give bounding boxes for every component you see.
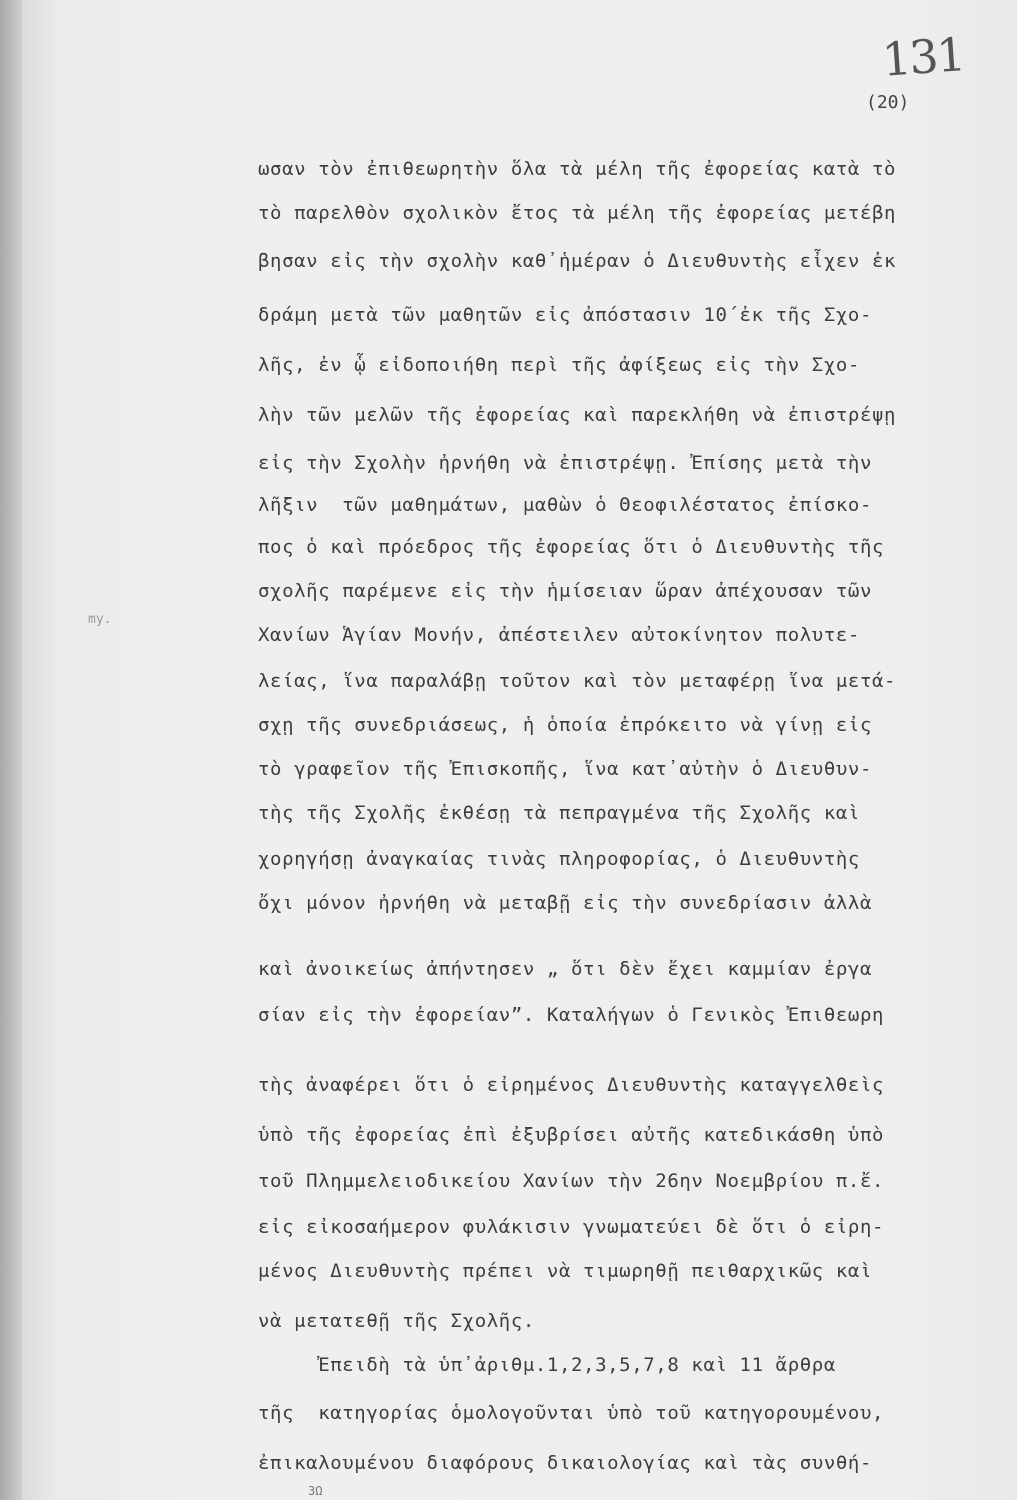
text-line: σχολῆς παρέμενε εἰς τὴν ἡμίσειαν ὥραν ἀπέχουσαν τῶν	[258, 580, 872, 602]
text-line: χορηγήσῃ ἀναγκαίας τινὰς πληροφορίας, ὁ Διευθυντὴς	[258, 848, 860, 870]
bottom-note: 3Ω	[308, 1484, 323, 1498]
binding-edge	[0, 0, 22, 1500]
text-line: νὰ μετατεθῇ τῆς Σχολῆς.	[258, 1310, 535, 1332]
text-line: ἐπικαλουμένου διαφόρους δικαιολογίας καὶ τὰς συνθή-	[258, 1452, 872, 1474]
text-line: εἰς εἰκοσαήμερον φυλάκισιν γνωματεύει δὲ ὅτι ὁ εἰρη-	[258, 1216, 885, 1238]
text-line: πος ὁ καὶ πρόεδρος τῆς ἐφορείας ὅτι ὁ Διευθυντὴς τῆς	[258, 536, 885, 558]
text-line: τὸ παρελθὸν σχολικὸν ἔτος τὰ μέλη τῆς ἐφορείας μετέβη	[258, 202, 897, 224]
text-line: καὶ ἀνοικείως ἀπήντησεν „ ὅτι δὲν ἔχει καμμίαν ἐργα	[258, 958, 872, 980]
text-line: σίαν εἰς τὴν ἐφορείαν”. Καταλήγων ὁ Γενικὸς Ἐπιθεωρη	[258, 1004, 885, 1026]
text-line: τὴς ἀναφέρει ὅτι ὁ εἰρημένος Διευθυντὴς καταγγελθεὶς	[258, 1074, 885, 1096]
text-line: ὑπὸ τῆς ἐφορείας ἐπὶ ἐξυβρίσει αὐτῆς κατεδικάσθη ὑπὸ	[258, 1124, 885, 1146]
text-line: μένος Διευθυντὴς πρέπει νὰ τιμωρηθῇ πειθαρχικῶς καὶ	[258, 1260, 872, 1282]
text-line: λὴν τῶν μελῶν τῆς ἐφορείας καὶ παρεκλήθη νὰ ἐπιστρέψῃ	[258, 404, 897, 426]
folio-number: 131	[880, 27, 966, 87]
text-line: δράμη μετὰ τῶν μαθητῶν εἰς ἀπόστασιν 10΄ἐκ τῆς Σχο-	[258, 304, 872, 326]
text-line: λῆξιν τῶν μαθημάτων, μαθὼν ὁ Θεοφιλέστατος ἐπίσκο-	[258, 494, 872, 516]
text-line: τὸ γραφεῖον τῆς Ἐπισκοπῆς, ἵνα κατ᾽αὐτὴν ὁ Διευθυν-	[258, 758, 872, 780]
text-line: Ἐπειδὴ τὰ ὑπ᾽ἀριθμ.1,2,3,5,7,8 καὶ 11 ἄρθρα	[258, 1354, 836, 1376]
margin-note: my.	[88, 612, 112, 627]
page-number: (20)	[866, 92, 910, 113]
text-line: εἰς τὴν Σχολὴν ἠρνήθη νὰ ἐπιστρέψῃ. Ἐπίσης μετὰ τὴν	[258, 452, 872, 474]
text-line: βησαν εἰς τὴν σχολὴν καθ᾽ἡμέραν ὁ Διευθυντὴς εἶχεν ἐκ	[258, 250, 897, 272]
text-line: λῆς, ἐν ᾧ εἰδοποιήθη περὶ τῆς ἀφίξεως εἰς τὴν Σχο-	[258, 354, 860, 376]
text-line: ὄχι μόνον ἠρνήθη νὰ μεταβῇ εἰς τὴν συνεδρίασιν ἀλλὰ	[258, 892, 872, 914]
text-line: σχῃ τῆς συνεδριάσεως, ἡ ὁποία ἐπρόκειτο νὰ γίνῃ εἰς	[258, 714, 872, 736]
text-line: ωσαν τὸν ἐπιθεωρητὴν ὅλα τὰ μέλη τῆς ἐφορείας κατὰ τὸ	[258, 158, 897, 180]
text-line: τῆς κατηγορίας ὁμολογοῦνται ὑπὸ τοῦ κατηγορουμένου,	[258, 1402, 885, 1424]
text-line: τὴς τῆς Σχολῆς ἐκθέσῃ τὰ πεπραγμένα τῆς Σχολῆς καὶ	[258, 802, 860, 824]
text-line: τοῦ Πλημμελειοδικείου Χανίων τὴν 26ην Νοεμβρίου π.ἔ.	[258, 1170, 885, 1192]
text-line: Χανίων Ἁγίαν Μονήν, ἀπέστειλεν αὐτοκίνητον πολυτε-	[258, 624, 860, 646]
text-line: λείας, ἵνα παραλάβῃ τοῦτον καὶ τὸν μεταφέρῃ ἵνα μετά-	[258, 670, 897, 692]
